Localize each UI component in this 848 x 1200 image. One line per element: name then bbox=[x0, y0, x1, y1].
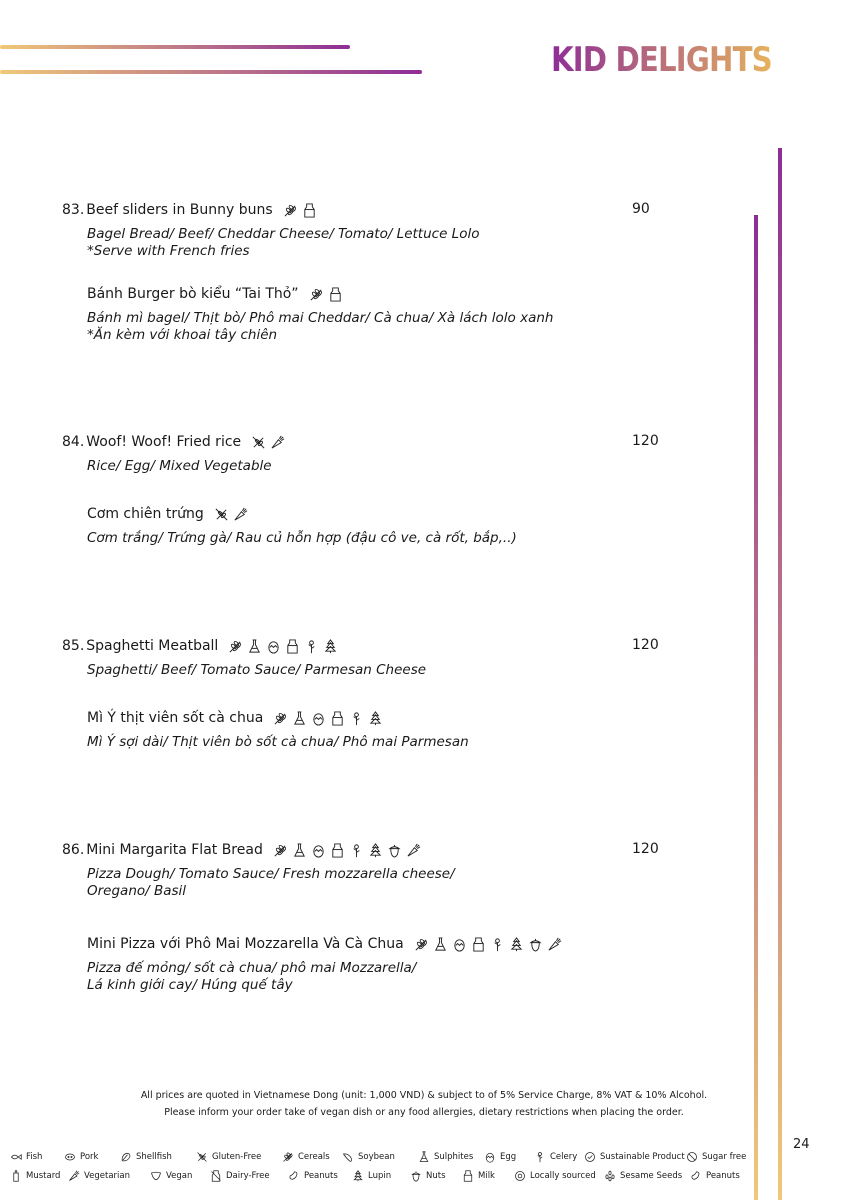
celery-icon bbox=[534, 1151, 546, 1163]
egg-icon bbox=[266, 638, 281, 655]
milk-icon bbox=[330, 710, 345, 727]
menu-item-name-row bbox=[62, 840, 662, 860]
menu-item-name-row bbox=[62, 200, 662, 220]
legend-label: Pork bbox=[80, 1152, 99, 1162]
side-bar-outer bbox=[778, 148, 782, 1200]
menu-item-name-vn-row bbox=[87, 504, 248, 524]
peanuts-icon bbox=[288, 1170, 300, 1182]
gluten-free-icon bbox=[196, 1151, 208, 1163]
peanuts-icon bbox=[690, 1170, 702, 1182]
sulphites-icon bbox=[433, 936, 448, 953]
description-line: Oregano/ Basil bbox=[87, 883, 187, 899]
legend-entry bbox=[352, 1170, 391, 1182]
description-line: Rice/ Egg/ Mixed Vegetable bbox=[87, 458, 272, 474]
description-line: Spaghetti/ Beef/ Tomato Sauce/ Parmesan Cheese bbox=[87, 662, 427, 678]
sesame-icon bbox=[604, 1170, 616, 1182]
allergen-icons-vn bbox=[309, 286, 343, 303]
menu-item-name-row bbox=[62, 432, 662, 452]
gluten-free-icon bbox=[251, 434, 266, 451]
legend-label: Soybean bbox=[358, 1152, 395, 1162]
description-line: Pizza đế mỏng/ sốt cà chua/ phô mai Mozzarella/ bbox=[87, 960, 417, 976]
menu-item-name-vn: Bánh Burger bò kiểu “Tai Thỏ” bbox=[87, 286, 299, 302]
vegetarian-icon bbox=[68, 1170, 80, 1182]
menu-item-description-vn bbox=[87, 734, 469, 751]
legend-entry bbox=[534, 1151, 577, 1163]
locally-sourced-icon bbox=[514, 1170, 526, 1182]
legend-label: Celery bbox=[550, 1152, 578, 1162]
vegan-icon bbox=[150, 1170, 162, 1182]
celery-icon bbox=[490, 936, 505, 953]
allergen-icons bbox=[283, 202, 317, 219]
vegetarian-icon bbox=[270, 434, 285, 451]
vegetarian-icon bbox=[233, 506, 248, 523]
dairy-free-icon bbox=[210, 1170, 222, 1182]
lupin-icon bbox=[509, 936, 524, 953]
soybean-icon bbox=[342, 1151, 354, 1163]
mustard-icon bbox=[10, 1170, 22, 1182]
lupin-icon bbox=[323, 638, 338, 655]
menu-item-price: 120 bbox=[632, 433, 659, 449]
milk-icon bbox=[302, 202, 317, 219]
legend-label: Milk bbox=[478, 1171, 495, 1181]
legend-label: Gluten-Free bbox=[212, 1152, 262, 1162]
egg-icon bbox=[311, 842, 326, 859]
menu-item-name-vn: Cơm chiên trứng bbox=[87, 506, 204, 522]
allergen-icons bbox=[228, 638, 338, 655]
sulphites-icon bbox=[292, 842, 307, 859]
menu-item-description bbox=[87, 662, 662, 679]
description-line: Cơm trắng/ Trứng gà/ Rau củ hỗn hợp (đậu cô ve, cà rốt, bắp,..) bbox=[87, 530, 517, 546]
description-line: Lá kinh giới cay/ Húng quế tây bbox=[87, 977, 293, 993]
menu-item-price: 120 bbox=[632, 637, 659, 653]
allergy-note: Please inform your order take of vegan dish or any food allergies, dietary restrictions when placing the order. bbox=[164, 1107, 684, 1118]
legend-entry bbox=[342, 1151, 395, 1163]
milk-icon bbox=[471, 936, 486, 953]
footer-notes bbox=[0, 1087, 848, 1121]
description-line: Pizza Dough/ Tomato Sauce/ Fresh mozzarella cheese/ bbox=[87, 866, 455, 882]
menu-item-name: Woof! Woof! Fried rice bbox=[86, 434, 242, 450]
legend-entry bbox=[604, 1170, 682, 1182]
menu-item-description-vn bbox=[87, 310, 553, 344]
menu-item-price: 90 bbox=[632, 201, 650, 217]
sulphites-icon bbox=[247, 638, 262, 655]
shellfish-icon bbox=[120, 1151, 132, 1163]
nuts-icon bbox=[387, 842, 402, 859]
allergen-icons-vn bbox=[273, 710, 383, 727]
menu-item-name: Beef sliders in Bunny buns bbox=[86, 202, 273, 218]
legend-label: Vegan bbox=[166, 1171, 193, 1181]
legend-entry bbox=[288, 1170, 338, 1182]
description-line: Mì Ý sợi dài/ Thịt viên bò sốt cà chua/ Phô mai Parmesan bbox=[87, 734, 469, 750]
description-line: Bánh mì bagel/ Thịt bò/ Phô mai Cheddar/ Cà chua/ Xà lách lolo xanh bbox=[87, 310, 554, 326]
legend-label: Vegetarian bbox=[84, 1171, 131, 1181]
menu-item bbox=[62, 840, 662, 993]
menu-item bbox=[62, 200, 662, 343]
gluten-free-icon bbox=[214, 506, 229, 523]
legend-entry bbox=[514, 1170, 596, 1182]
legend-label: Cereals bbox=[298, 1152, 330, 1162]
menu-item-name-vn-row bbox=[87, 284, 343, 304]
legend-entry bbox=[462, 1170, 495, 1182]
pork-icon bbox=[64, 1151, 76, 1163]
legend-label: Sulphites bbox=[434, 1152, 474, 1162]
legend-label: Nuts bbox=[426, 1171, 446, 1181]
cereals-icon bbox=[228, 638, 243, 655]
menu-item-number: 85. bbox=[62, 638, 85, 654]
menu-item bbox=[62, 432, 662, 546]
legend-entry bbox=[196, 1151, 261, 1163]
menu-item-number: 86. bbox=[62, 842, 85, 858]
cereals-icon bbox=[273, 842, 288, 859]
legend-label: Egg bbox=[500, 1152, 517, 1162]
allergen-icons-vn bbox=[214, 506, 248, 523]
cereals-icon bbox=[283, 202, 298, 219]
fish-icon bbox=[10, 1151, 22, 1163]
allergen-icons bbox=[251, 434, 285, 451]
nuts-icon bbox=[410, 1170, 422, 1182]
allergen-icons bbox=[273, 842, 421, 859]
celery-icon bbox=[349, 710, 364, 727]
menu-item-name-vn-row bbox=[87, 708, 383, 728]
legend-label: Peanuts bbox=[304, 1171, 338, 1181]
legend-label: Fish bbox=[26, 1152, 43, 1162]
menu-item-name: Mini Margarita Flat Bread bbox=[86, 842, 263, 858]
legend-entry bbox=[120, 1151, 172, 1163]
celery-icon bbox=[304, 638, 319, 655]
cereals-icon bbox=[282, 1151, 294, 1163]
nuts-icon bbox=[528, 936, 543, 953]
menu-item-description bbox=[87, 866, 662, 900]
sulphites-icon bbox=[292, 710, 307, 727]
milk-icon bbox=[330, 842, 345, 859]
legend-label: Sesame Seeds bbox=[620, 1171, 683, 1181]
legend-entry bbox=[150, 1170, 192, 1182]
legend-label: Dairy-Free bbox=[226, 1171, 270, 1181]
page-number: 24 bbox=[793, 1137, 810, 1152]
legend-entry bbox=[410, 1170, 446, 1182]
legend-entry bbox=[210, 1170, 270, 1182]
menu-item-name-vn: Mini Pizza với Phô Mai Mozzarella Và Cà Chua bbox=[87, 936, 404, 952]
header-bar-top bbox=[0, 45, 350, 49]
menu-item-number: 83. bbox=[62, 202, 85, 218]
lupin-icon bbox=[352, 1170, 364, 1182]
legend-entry bbox=[68, 1170, 130, 1182]
sustainable-icon bbox=[584, 1151, 596, 1163]
egg-icon bbox=[311, 710, 326, 727]
legend-label: Sugar free bbox=[702, 1152, 747, 1162]
vegetarian-icon bbox=[547, 936, 562, 953]
description-line: Bagel Bread/ Beef/ Cheddar Cheese/ Tomato/ Lettuce Lolo bbox=[87, 226, 480, 242]
menu-item-description-vn bbox=[87, 960, 416, 994]
legend-label: Shellfish bbox=[136, 1152, 172, 1162]
egg-icon bbox=[484, 1151, 496, 1163]
legend-entry bbox=[584, 1151, 685, 1163]
menu-item-name-row bbox=[62, 636, 662, 656]
legend-label: Locally sourced bbox=[530, 1171, 596, 1181]
legend-entry bbox=[64, 1151, 98, 1163]
milk-icon bbox=[328, 286, 343, 303]
vegetarian-icon bbox=[406, 842, 421, 859]
legend-entry bbox=[686, 1151, 746, 1163]
cereals-icon bbox=[273, 710, 288, 727]
description-line: *Ăn kèm với khoai tây chiên bbox=[87, 327, 278, 343]
side-bar-inner bbox=[754, 215, 758, 1200]
celery-icon bbox=[349, 842, 364, 859]
menu-item-name: Spaghetti Meatball bbox=[86, 638, 219, 654]
legend-entry bbox=[690, 1170, 740, 1182]
milk-icon bbox=[285, 638, 300, 655]
legend-entry bbox=[418, 1151, 473, 1163]
menu-item-price: 120 bbox=[632, 841, 659, 857]
cereals-icon bbox=[414, 936, 429, 953]
header-bar-bottom bbox=[0, 70, 422, 74]
legend-label: Mustard bbox=[26, 1171, 61, 1181]
price-note: All prices are quoted in Vietnamese Dong (unit: 1,000 VND) & subject to of 5% Service Charge, 8% VAT & 10% Alcohol. bbox=[140, 1090, 708, 1101]
egg-icon bbox=[452, 936, 467, 953]
milk-icon bbox=[462, 1170, 474, 1182]
legend-label: Peanuts bbox=[706, 1171, 740, 1181]
menu-item-description bbox=[87, 458, 662, 475]
lupin-icon bbox=[368, 842, 383, 859]
menu-item-number: 84. bbox=[62, 434, 85, 450]
sugar-free-icon bbox=[686, 1151, 698, 1163]
legend-label: Lupin bbox=[368, 1171, 392, 1181]
cereals-icon bbox=[309, 286, 324, 303]
legend-entry bbox=[10, 1151, 42, 1163]
sulphites-icon bbox=[418, 1151, 430, 1163]
legend-entry bbox=[282, 1151, 330, 1163]
menu-item-description-vn bbox=[87, 530, 517, 547]
legend-label: Sustainable Product bbox=[600, 1152, 685, 1162]
legend-entry bbox=[10, 1170, 60, 1182]
lupin-icon bbox=[368, 710, 383, 727]
description-line: *Serve with French fries bbox=[87, 243, 250, 259]
menu-item bbox=[62, 636, 662, 750]
menu-item-name-vn-row bbox=[87, 934, 562, 954]
menu-item-name-vn: Mì Ý thịt viên sốt cà chua bbox=[87, 710, 264, 726]
page-title: KID DELIGHTS bbox=[551, 40, 772, 80]
allergen-icons-vn bbox=[414, 936, 562, 953]
legend-entry bbox=[484, 1151, 516, 1163]
menu-item-description bbox=[87, 226, 662, 260]
